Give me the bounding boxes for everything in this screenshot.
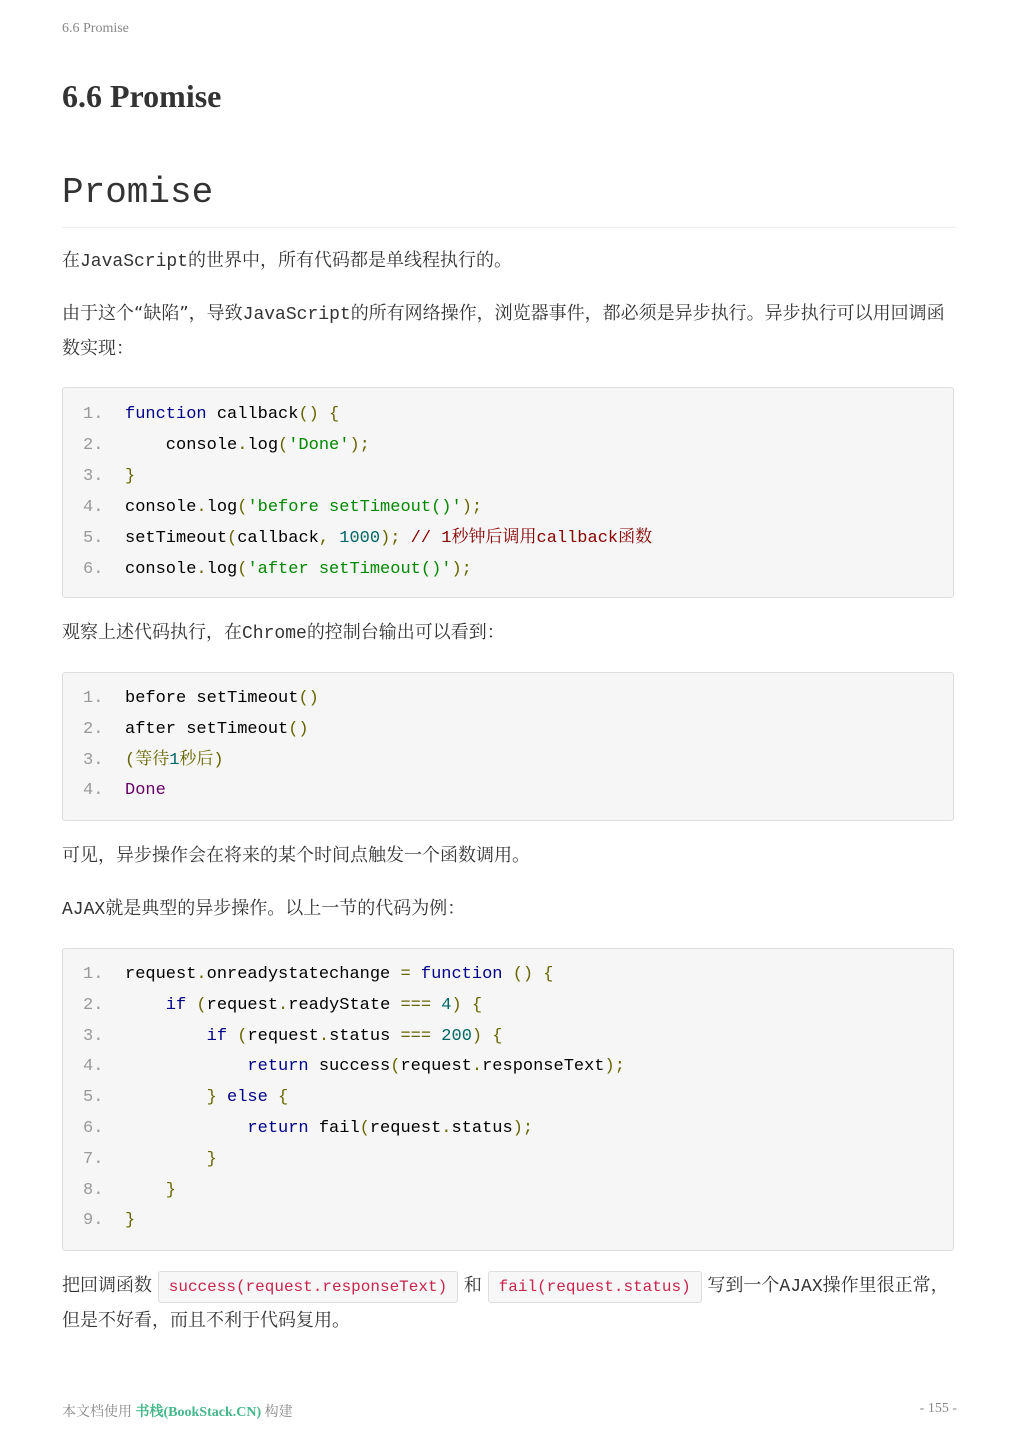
code-token: . — [237, 436, 248, 455]
code-token: after setTimeout — [125, 720, 289, 739]
line-number: 9. — [83, 1211, 104, 1230]
code-line — [83, 558, 472, 582]
code-token: { — [267, 1088, 289, 1107]
chapter-title: 6.6 Promise — [62, 78, 222, 114]
section-title: Promise — [62, 172, 956, 228]
code-token: { — [533, 965, 554, 984]
code-block-ajax — [62, 948, 954, 1251]
code-line — [83, 1179, 176, 1203]
code-line — [83, 1055, 625, 1079]
code-token: 200 — [431, 1027, 472, 1046]
line-number: 1. — [83, 405, 104, 424]
code-line — [83, 749, 224, 773]
code-token: ( — [278, 436, 289, 455]
code-token: ( — [237, 560, 248, 579]
code-token: before setTimeout — [125, 689, 299, 708]
line-number: 5. — [83, 1088, 104, 1107]
code-line — [83, 1086, 288, 1110]
code-token: callback — [206, 405, 299, 424]
running-header: 6.6 Promise — [62, 21, 129, 36]
code-token: 1000 — [329, 529, 381, 548]
line-number: 4. — [83, 781, 104, 800]
code-line — [83, 403, 339, 427]
paragraph-ajax — [62, 892, 956, 927]
code-line — [83, 718, 309, 742]
code-line — [83, 779, 166, 803]
code-token: console — [125, 436, 238, 455]
text: 观察上述代码执行，在 — [62, 622, 242, 643]
page-number: - 155 - — [919, 1401, 957, 1416]
line-number: 4. — [83, 498, 104, 517]
code-token: ); — [512, 1119, 534, 1138]
code-token: responseText — [482, 1057, 605, 1076]
code-token: onreadystatechange — [206, 965, 391, 984]
code-block-callback — [62, 387, 954, 598]
code-token: 1 — [169, 751, 180, 770]
code-token: ( — [237, 498, 248, 517]
code-token: . — [441, 1119, 452, 1138]
code-token: } — [125, 467, 136, 486]
code-token: = — [390, 965, 411, 984]
line-number: 4. — [83, 1057, 104, 1076]
code-token: function — [125, 405, 207, 424]
footer-prefix: 本文档使用 — [62, 1405, 132, 1420]
code-token: . — [196, 498, 207, 517]
line-number: 3. — [83, 751, 104, 770]
footer-suffix: 构建 — [264, 1405, 293, 1420]
code-token: . — [196, 965, 207, 984]
code-token: ( — [227, 529, 238, 548]
inline-code-success: success(request.responseText) — [158, 1271, 458, 1303]
code-line — [83, 994, 482, 1018]
code-token: ( — [227, 1027, 248, 1046]
code-token: ( — [186, 996, 207, 1015]
code-token: return — [125, 1057, 309, 1076]
code-token: } — [125, 1211, 136, 1230]
code-token: { — [482, 1027, 503, 1046]
inline-code-fail: fail(request.status) — [488, 1271, 702, 1303]
text: 的所有网络操作，浏览器事件，都必须是异步执行。异步执行可以用回调函数实现： — [62, 303, 945, 359]
text: 就是典型的异步操作。以上一节的代码为例： — [105, 898, 466, 919]
text-mono: Chrome — [242, 624, 307, 644]
code-token: () — [502, 965, 534, 984]
line-number: 6. — [83, 1119, 104, 1138]
code-comment: // 1秒钟后调用callback函数 — [400, 529, 653, 548]
code-token: () — [288, 720, 309, 739]
code-token: log — [206, 560, 238, 579]
code-block-output — [62, 672, 954, 821]
code-token: () — [298, 405, 319, 424]
text: 把回调函数 — [62, 1275, 152, 1296]
line-number: 1. — [83, 689, 104, 708]
line-number: 2. — [83, 436, 104, 455]
line-number: 2. — [83, 996, 104, 1015]
code-token: . — [278, 996, 289, 1015]
line-number: 6. — [83, 560, 104, 579]
line-number: 1. — [83, 965, 104, 984]
code-token: === — [390, 996, 432, 1015]
code-line — [83, 527, 652, 551]
code-token: 'after setTimeout()' — [247, 560, 452, 579]
code-token: ); — [604, 1057, 625, 1076]
code-token: } — [125, 1088, 217, 1107]
code-token: request — [400, 1057, 472, 1076]
text: 写到一个 — [707, 1275, 780, 1296]
code-token: ); — [451, 560, 472, 579]
code-token: 4 — [431, 996, 452, 1015]
text: 操作里很正常，但是不好看，而且不利于代码复用。 — [62, 1275, 949, 1331]
line-number: 5. — [83, 529, 104, 548]
code-token: , — [318, 529, 330, 548]
code-token: log — [247, 436, 279, 455]
text: 和 — [463, 1275, 482, 1296]
code-token: console — [125, 498, 197, 517]
text: 在 — [62, 250, 80, 271]
code-token: } — [125, 1181, 177, 1200]
text: 的世界中，所有代码都是单线程执行的。 — [188, 250, 513, 271]
text-mono: AJAX — [62, 900, 106, 920]
code-token: ( — [359, 1119, 370, 1138]
code-token: readyState — [288, 996, 391, 1015]
text: 由于这个“缺陷”，导致 — [62, 303, 243, 324]
code-token: . — [318, 1027, 330, 1046]
code-token: . — [196, 560, 207, 579]
line-number: 3. — [83, 1027, 104, 1046]
code-token: success — [308, 1057, 391, 1076]
code-line — [83, 1025, 503, 1049]
code-token: (等待 — [125, 751, 170, 770]
footer-brand-link[interactable]: 书栈(BookStack.CN) — [135, 1405, 262, 1420]
code-token: status — [451, 1119, 513, 1138]
text-mono: JavaScript — [80, 252, 189, 272]
code-line — [83, 1117, 533, 1141]
code-token: ) — [451, 996, 462, 1015]
code-token: { — [318, 405, 340, 424]
code-token: status — [329, 1027, 391, 1046]
code-token: request — [369, 1119, 442, 1138]
code-line — [83, 687, 319, 711]
code-token: log — [206, 498, 238, 517]
paragraph-conclusion: 可见，异步操作会在将来的某个时间点触发一个函数调用。 — [62, 845, 530, 866]
code-token: ( — [390, 1057, 401, 1076]
code-token: console — [125, 560, 197, 579]
code-token: 秒后) — [179, 751, 224, 770]
footer-credit — [62, 1401, 293, 1421]
code-token: 'before setTimeout()' — [247, 498, 462, 517]
code-line — [83, 1209, 135, 1233]
code-token: else — [216, 1088, 268, 1107]
line-number: 8. — [83, 1181, 104, 1200]
code-token: ); — [380, 529, 401, 548]
code-token: return — [125, 1119, 309, 1138]
code-token: . — [471, 1057, 483, 1076]
paragraph-callbacks — [62, 1269, 956, 1337]
code-token: () — [298, 689, 319, 708]
code-token: 'Done' — [288, 436, 350, 455]
code-token: fail — [308, 1119, 360, 1138]
paragraph-intro — [62, 244, 956, 279]
code-line — [83, 465, 135, 489]
code-token: request — [247, 1027, 319, 1046]
code-token: === — [390, 1027, 432, 1046]
code-token: } — [125, 1150, 217, 1169]
code-line — [83, 963, 554, 987]
line-number: 7. — [83, 1150, 104, 1169]
code-token: callback — [237, 529, 319, 548]
code-token: ); — [461, 498, 483, 517]
line-number: 2. — [83, 720, 104, 739]
code-token: { — [461, 996, 483, 1015]
code-token: request — [125, 965, 197, 984]
code-line — [83, 496, 482, 520]
code-token: Done — [125, 781, 166, 800]
line-number: 3. — [83, 467, 104, 486]
code-line — [83, 434, 370, 458]
code-token: request — [206, 996, 279, 1015]
code-token: function — [410, 965, 503, 984]
paragraph-observe — [62, 616, 956, 651]
code-token: setTimeout — [125, 529, 228, 548]
code-token: if — [125, 996, 187, 1015]
code-token: if — [125, 1027, 228, 1046]
text-mono: JavaScript — [242, 305, 351, 325]
code-token: ); — [349, 436, 370, 455]
code-token: ) — [471, 1027, 483, 1046]
text: 的控制台输出可以看到： — [306, 622, 505, 643]
code-line — [83, 1148, 217, 1172]
text-mono: AJAX — [779, 1277, 823, 1297]
paragraph-async — [62, 297, 956, 365]
